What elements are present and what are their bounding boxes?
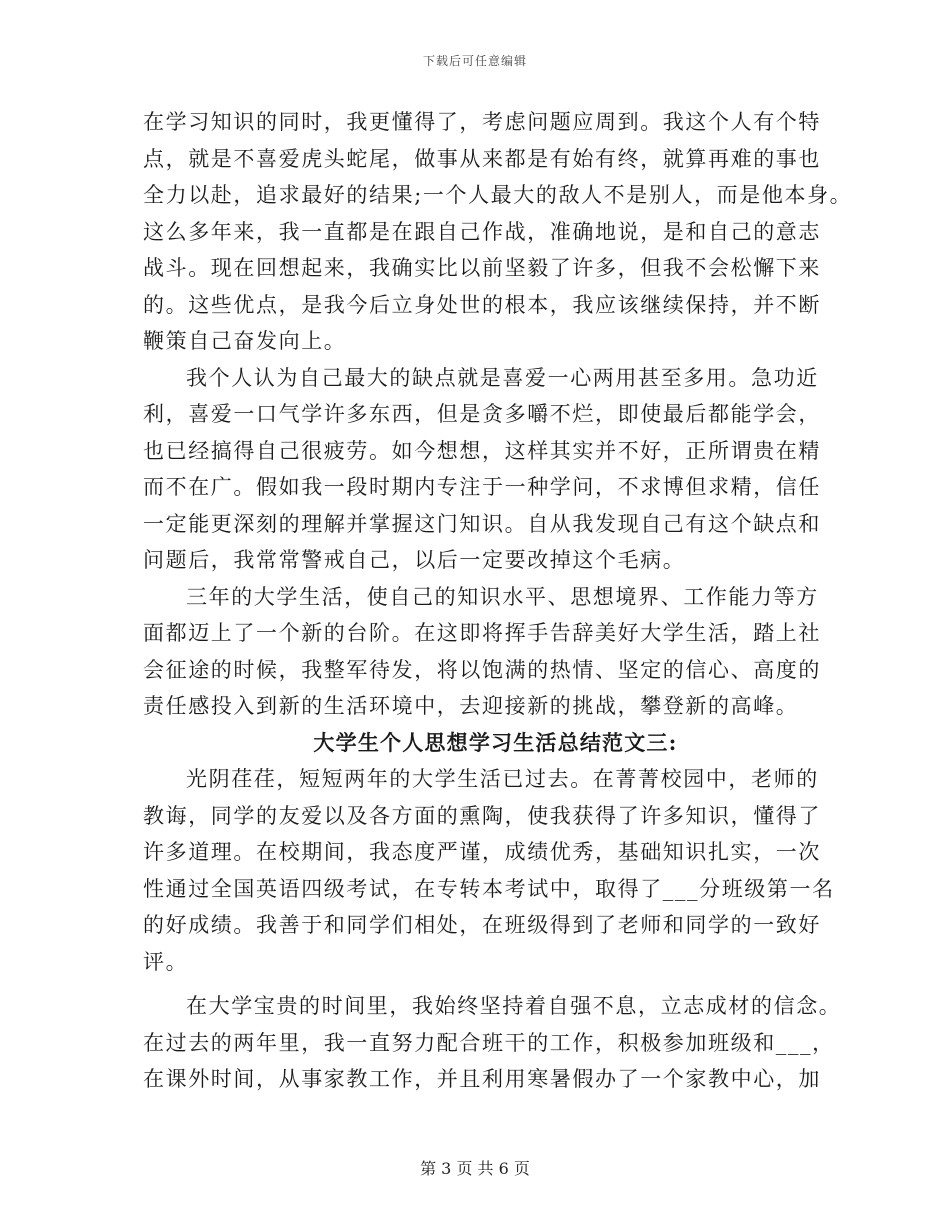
paragraph	[143, 579, 821, 725]
paragraph-gap	[143, 980, 818, 988]
paragraph	[143, 761, 835, 980]
text-line: 光阴荏荏，短短两年的大学生活已过去。在菁菁校园中，老师的	[186, 767, 819, 791]
text-line: 利，喜爱一口气学许多东西，但是贪多嚼不烂，即使最后都能学会，	[143, 402, 821, 426]
text-line: 面都迈上了一个新的台阶。在这即将挥手告辞美好大学生活，踏上社	[143, 621, 821, 645]
text-line: 在课外时间，从事家教工作，并且利用寒暑假办了一个家教中心，加	[143, 1067, 821, 1091]
text-line: 全力以赴，追求最好的结果;一个人最大的敌人不是别人，而是他本身。	[143, 183, 853, 207]
paragraph	[143, 360, 821, 579]
text-line: 教诲，同学的友爱以及各方面的熏陶，使我获得了许多知识，懂得了	[143, 803, 821, 828]
text-line: 在过去的两年里，我一直努力配合班干的工作，积极参加班级和___，	[143, 1030, 835, 1055]
paragraph	[143, 104, 853, 360]
text-line: 而不在广。假如我一段时期内专注于一种学问，不求博但求精，信任	[143, 475, 821, 499]
text-line: 性通过全国英语四级考试，在专转本考试中，取得了___分班级第一名	[143, 876, 835, 901]
text-line: 的好成绩。我善于和同学们相处，在班级得到了老师和同学的一致好	[143, 913, 821, 937]
text-line: 许多道理。在校期间，我态度严谨，成绩优秀，基础知识扎实，一次	[143, 840, 821, 864]
text-line: 在学习知识的同时，我更懂得了，考虑问题应周到。我这个人有个特	[143, 110, 821, 134]
text-line: 战斗。现在回想起来，我确实比以前坚毅了许多，但我不会松懈下来	[143, 256, 821, 280]
text-line: 一定能更深刻的理解并掌握这门知识。自从我发现自己有这个缺点和	[143, 511, 821, 536]
text-line: 责任感投入到新的生活环境中，去迎接新的挑战，攀登新的高峰。	[143, 694, 799, 718]
text-line: 鞭策自己奋发向上。	[143, 329, 347, 353]
text-line: 我个人认为自己最大的缺点就是喜爱一心两用甚至多用。急功近	[186, 365, 819, 390]
text-line: 这么多年来，我一直都是在跟自己作战，准确地说，是和自己的意志	[143, 219, 821, 244]
text-line: 的。这些优点，是我今后立身处世的根本，我应该继续保持，并不断	[143, 292, 821, 317]
section-heading: 大学生个人思想学习生活总结范文三:	[313, 729, 678, 755]
text-line: 评。	[143, 949, 189, 974]
text-line: 问题后，我常常警戒自己，以后一定要改掉这个毛病。	[143, 548, 686, 572]
text-line: 点，就是不喜爱虎头蛇尾，做事从来都是有始有终，就算再难的事也	[143, 146, 821, 171]
paragraph	[143, 988, 842, 1098]
page-number: 第 3 页 共 6 页	[420, 1159, 530, 1178]
text-line: 三年的大学生活，使自己的知识水平、思想境界、工作能力等方	[186, 584, 819, 609]
header-note: 下载后可任意编辑	[422, 54, 527, 68]
body-text	[143, 104, 853, 1098]
text-line: 会征途的时候，我整军待发，将以饱满的热情、坚定的信心、高度的	[143, 657, 821, 682]
text-line: 也已经搞得自己很疲劳。如今想想，这样其实并不好，正所谓贵在精	[143, 438, 821, 463]
text-line: 在大学宝贵的时间里，我始终坚持着自强不息，立志成材的信念。	[186, 994, 842, 1018]
